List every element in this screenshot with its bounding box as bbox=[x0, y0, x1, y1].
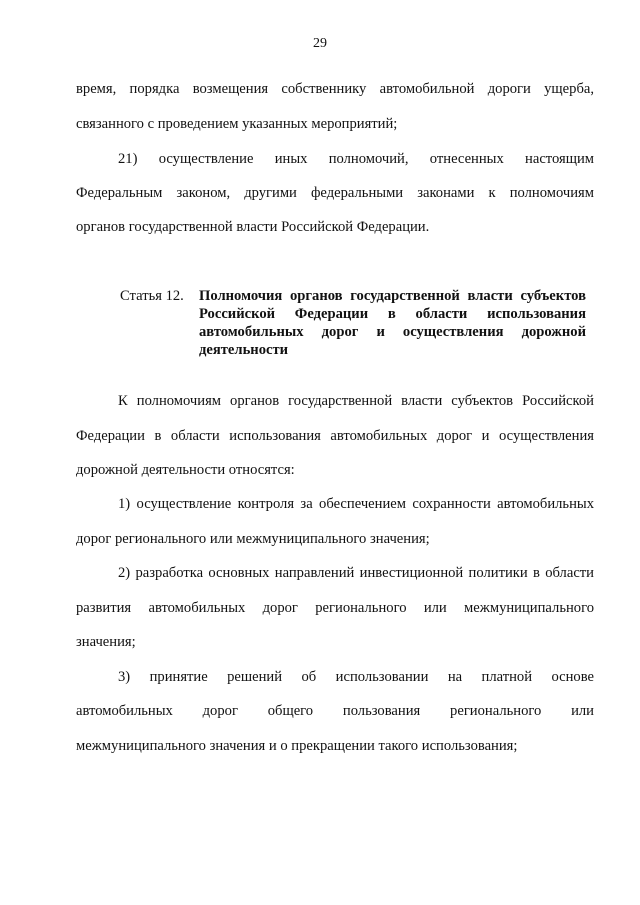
article-title-line: автомобильных дорог и осуществления дорожной bbox=[199, 324, 586, 340]
paragraph-line: 1) осуществление контроля за обеспечением сохранности автомобильных bbox=[118, 496, 594, 512]
paragraph-line: межмуниципального значения и о прекращении такого использования; bbox=[76, 738, 518, 754]
paragraph-line: развития автомобильных дорог регионального или межмуниципального bbox=[76, 600, 594, 616]
article-title-line: Полномочия органов государственной власти субъектов bbox=[199, 288, 586, 304]
paragraph-line: дорожной деятельности относятся: bbox=[76, 462, 295, 478]
paragraph-line: значения; bbox=[76, 634, 136, 650]
paragraph-line: связанного с проведением указанных мероприятий; bbox=[76, 116, 398, 132]
paragraph-line: Федеральным законом, другими федеральными законами к полномочиям bbox=[76, 185, 594, 201]
paragraph-line: 2) разработка основных направлений инвестиционной политики в области bbox=[118, 565, 594, 581]
paragraph-line: дорог регионального или межмуниципального значения; bbox=[76, 531, 430, 547]
page-number: 29 bbox=[313, 36, 327, 51]
paragraph-line: время, порядка возмещения собственнику автомобильной дороги ущерба, bbox=[76, 81, 594, 97]
paragraph-line: автомобильных дорог общего пользования регионального или bbox=[76, 703, 594, 719]
paragraph-line: 3) принятие решений об использовании на платной основе bbox=[118, 669, 594, 685]
article-title-line: деятельности bbox=[199, 342, 289, 358]
paragraph-line: 21) осуществление иных полномочий, отнесенных настоящим bbox=[118, 151, 594, 167]
paragraph-line: Федерации в области использования автомобильных дорог и осуществления bbox=[76, 428, 594, 444]
paragraph-line: органов государственной власти Российской Федерации. bbox=[76, 219, 430, 235]
article-number: Статья 12. bbox=[120, 288, 184, 304]
article-title-line: Российской Федерации в области использования bbox=[199, 306, 586, 322]
paragraph-line: К полномочиям органов государственной власти субъектов Российской bbox=[118, 393, 594, 409]
